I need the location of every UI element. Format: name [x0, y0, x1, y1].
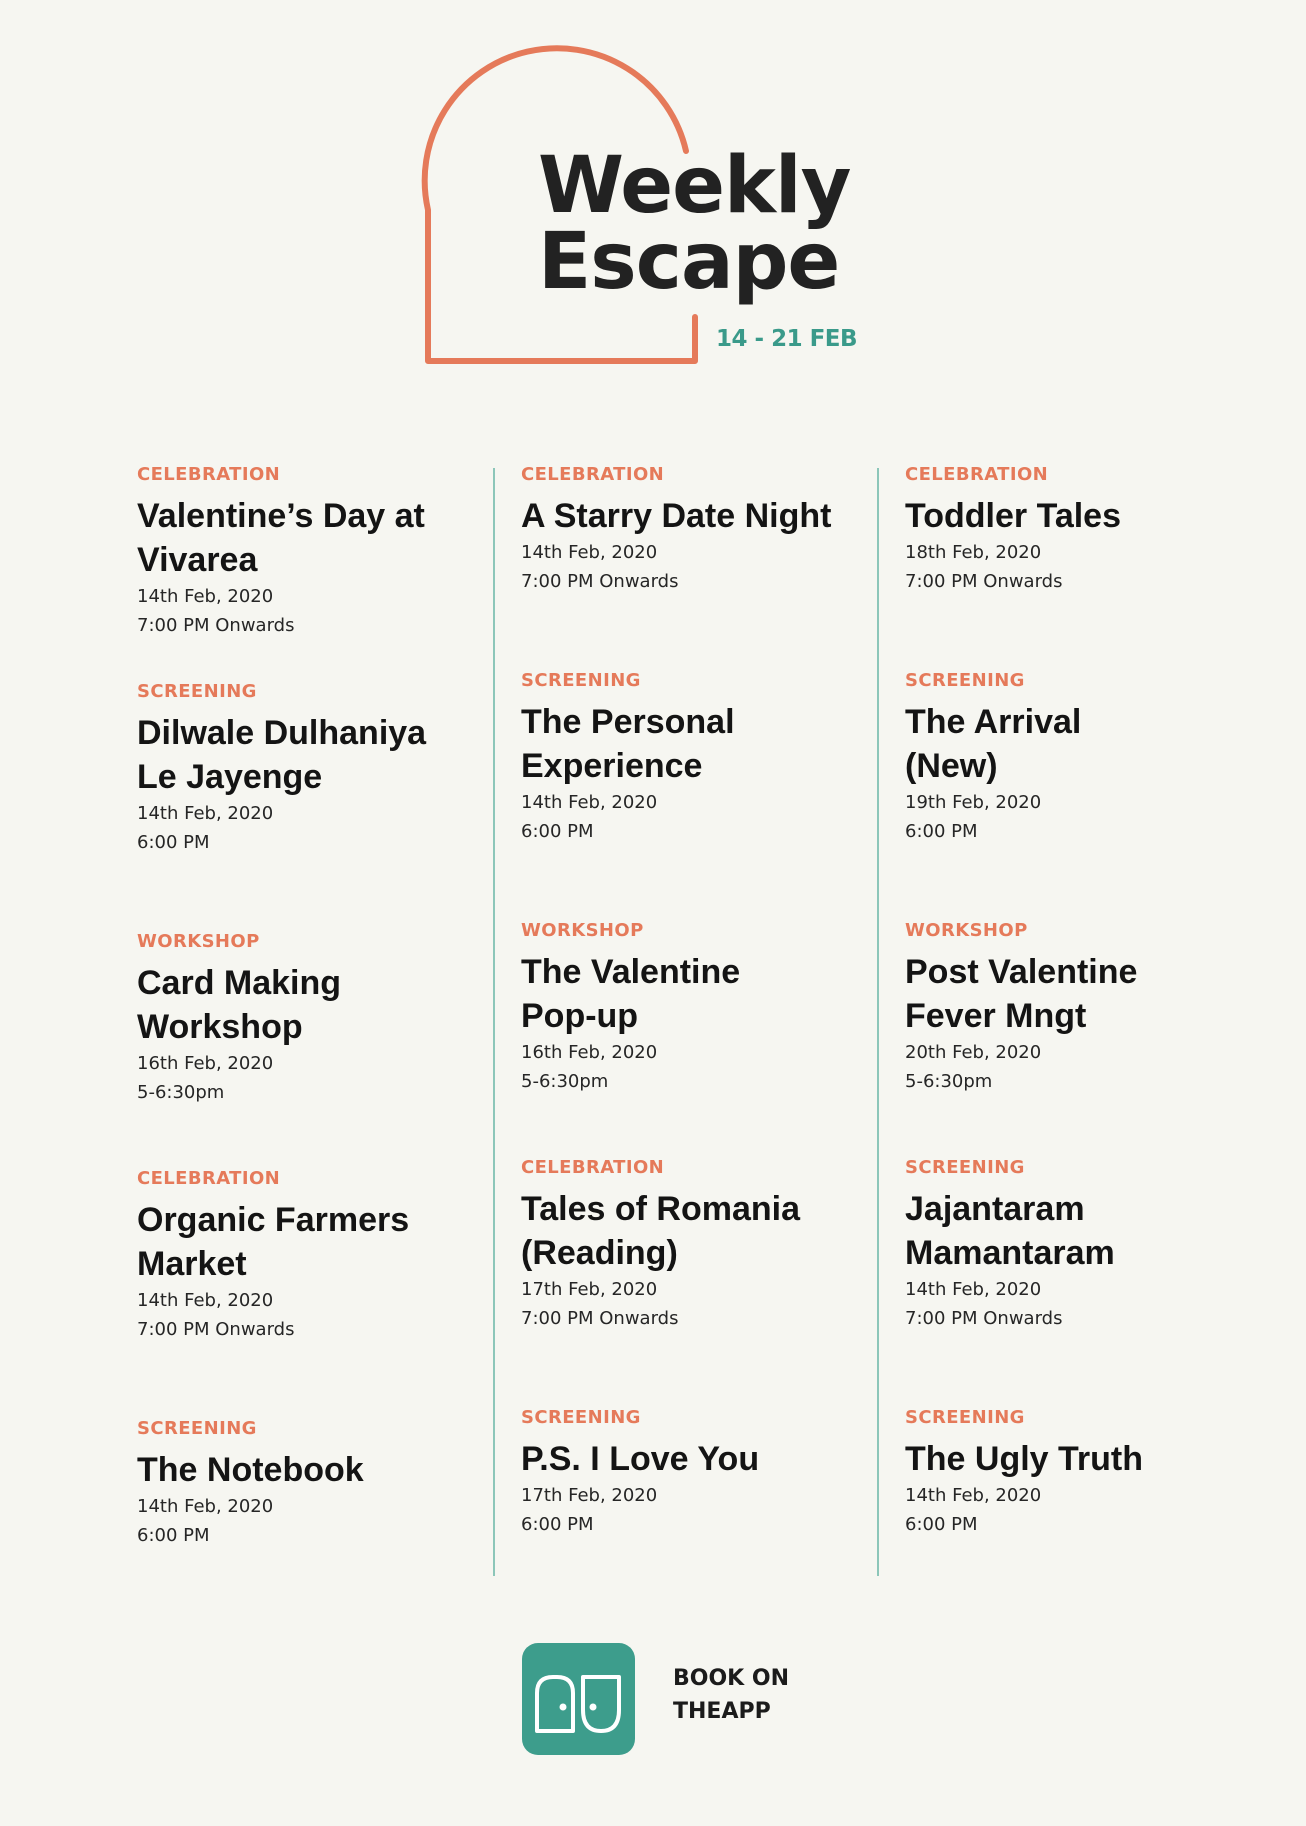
- event-date: 14th Feb, 2020: [137, 803, 274, 824]
- event-card[interactable]: [905, 920, 1235, 1096]
- event-date: 14th Feb, 2020: [521, 542, 658, 563]
- event-card[interactable]: [137, 1168, 467, 1344]
- event-date: 14th Feb, 2020: [137, 1290, 274, 1311]
- event-date: 19th Feb, 2020: [905, 792, 1042, 813]
- event-date: 14th Feb, 2020: [905, 1485, 1042, 1506]
- event-category: SCREENING: [521, 1407, 641, 1428]
- event-card[interactable]: [137, 931, 467, 1107]
- app-logo-button[interactable]: [522, 1643, 635, 1755]
- event-date: 18th Feb, 2020: [905, 542, 1042, 563]
- event-card[interactable]: [137, 681, 467, 857]
- event-category: SCREENING: [521, 670, 641, 691]
- event-category: WORKSHOP: [905, 920, 1028, 941]
- event-date: 14th Feb, 2020: [521, 792, 658, 813]
- event-title: The Personal Experience: [521, 703, 735, 785]
- event-date: 14th Feb, 2020: [137, 1496, 274, 1517]
- event-time: 6:00 PM: [905, 821, 978, 842]
- event-time: 7:00 PM Onwards: [137, 1319, 295, 1340]
- event-title: The Ugly Truth: [905, 1440, 1143, 1478]
- event-title: Valentine’s Day at Vivarea: [137, 497, 425, 579]
- event-date: 16th Feb, 2020: [521, 1042, 658, 1063]
- event-category: WORKSHOP: [521, 920, 644, 941]
- event-card[interactable]: [137, 464, 467, 640]
- event-date: 17th Feb, 2020: [521, 1279, 658, 1300]
- event-title: P.S. I Love You: [521, 1440, 760, 1478]
- event-card[interactable]: [521, 1407, 851, 1539]
- event-category: SCREENING: [137, 1418, 257, 1439]
- cta-line-1: BOOK ON: [673, 1666, 789, 1691]
- event-category: CELEBRATION: [905, 464, 1049, 485]
- event-category: SCREENING: [137, 681, 257, 702]
- event-time: 7:00 PM Onwards: [521, 571, 679, 592]
- event-time: 6:00 PM: [137, 1525, 210, 1546]
- event-card[interactable]: [521, 920, 851, 1096]
- event-date: 14th Feb, 2020: [137, 586, 274, 607]
- event-time: 7:00 PM Onwards: [905, 1308, 1063, 1329]
- event-category: SCREENING: [905, 670, 1025, 691]
- title-line-1: Weekly: [538, 141, 851, 231]
- event-title: A Starry Date Night: [521, 497, 832, 535]
- event-title: The Valentine Pop-up: [521, 953, 741, 1035]
- event-category: CELEBRATION: [137, 464, 281, 485]
- book-on-app-cta[interactable]: [673, 1662, 789, 1728]
- event-card[interactable]: [905, 464, 1235, 596]
- event-card[interactable]: [521, 670, 851, 846]
- event-date: 14th Feb, 2020: [905, 1279, 1042, 1300]
- column-divider-2: [877, 468, 879, 1576]
- title-line-2: Escape: [538, 217, 840, 307]
- poster-header: [0, 0, 1306, 420]
- event-card[interactable]: [521, 1157, 851, 1333]
- column-divider-1: [493, 468, 495, 1576]
- event-time: 6:00 PM: [137, 832, 210, 853]
- event-time: 7:00 PM Onwards: [905, 571, 1063, 592]
- cta-line-2: THEAPP: [673, 1699, 771, 1724]
- event-time: 5-6:30pm: [521, 1071, 609, 1092]
- event-title: The Notebook: [137, 1451, 364, 1489]
- event-card[interactable]: [905, 1407, 1235, 1539]
- event-date: 16th Feb, 2020: [137, 1053, 274, 1074]
- event-time: 7:00 PM Onwards: [521, 1308, 679, 1329]
- event-title: Jajantaram Mamantaram: [905, 1190, 1115, 1272]
- event-category: SCREENING: [905, 1157, 1025, 1178]
- event-title: Toddler Tales: [905, 497, 1122, 535]
- event-category: SCREENING: [905, 1407, 1025, 1428]
- page-title: [538, 141, 851, 307]
- event-category: CELEBRATION: [137, 1168, 281, 1189]
- event-card[interactable]: [905, 1157, 1235, 1333]
- event-title: The Arrival (New): [905, 703, 1082, 785]
- event-date: 20th Feb, 2020: [905, 1042, 1042, 1063]
- event-time: 5-6:30pm: [905, 1071, 993, 1092]
- event-time: 6:00 PM: [521, 1514, 594, 1535]
- app-logo-icon: [522, 1643, 635, 1755]
- event-title: Post Valentine Fever Mngt: [905, 953, 1138, 1035]
- event-time: 6:00 PM: [521, 821, 594, 842]
- event-date: 17th Feb, 2020: [521, 1485, 658, 1506]
- event-category: WORKSHOP: [137, 931, 260, 952]
- event-title: Dilwale Dulhaniya Le Jayenge: [137, 714, 427, 796]
- event-card[interactable]: [137, 1418, 467, 1550]
- date-range: 14 - 21 FEB: [716, 326, 858, 352]
- event-card[interactable]: [521, 464, 851, 596]
- event-title: Card Making Workshop: [137, 964, 342, 1046]
- event-title: Organic Farmers Market: [137, 1201, 410, 1283]
- event-time: 6:00 PM: [905, 1514, 978, 1535]
- event-card[interactable]: [905, 670, 1235, 846]
- event-category: CELEBRATION: [521, 464, 665, 485]
- event-title: Tales of Romania (Reading): [521, 1190, 800, 1272]
- event-time: 7:00 PM Onwards: [137, 615, 295, 636]
- event-category: CELEBRATION: [521, 1157, 665, 1178]
- event-time: 5-6:30pm: [137, 1082, 225, 1103]
